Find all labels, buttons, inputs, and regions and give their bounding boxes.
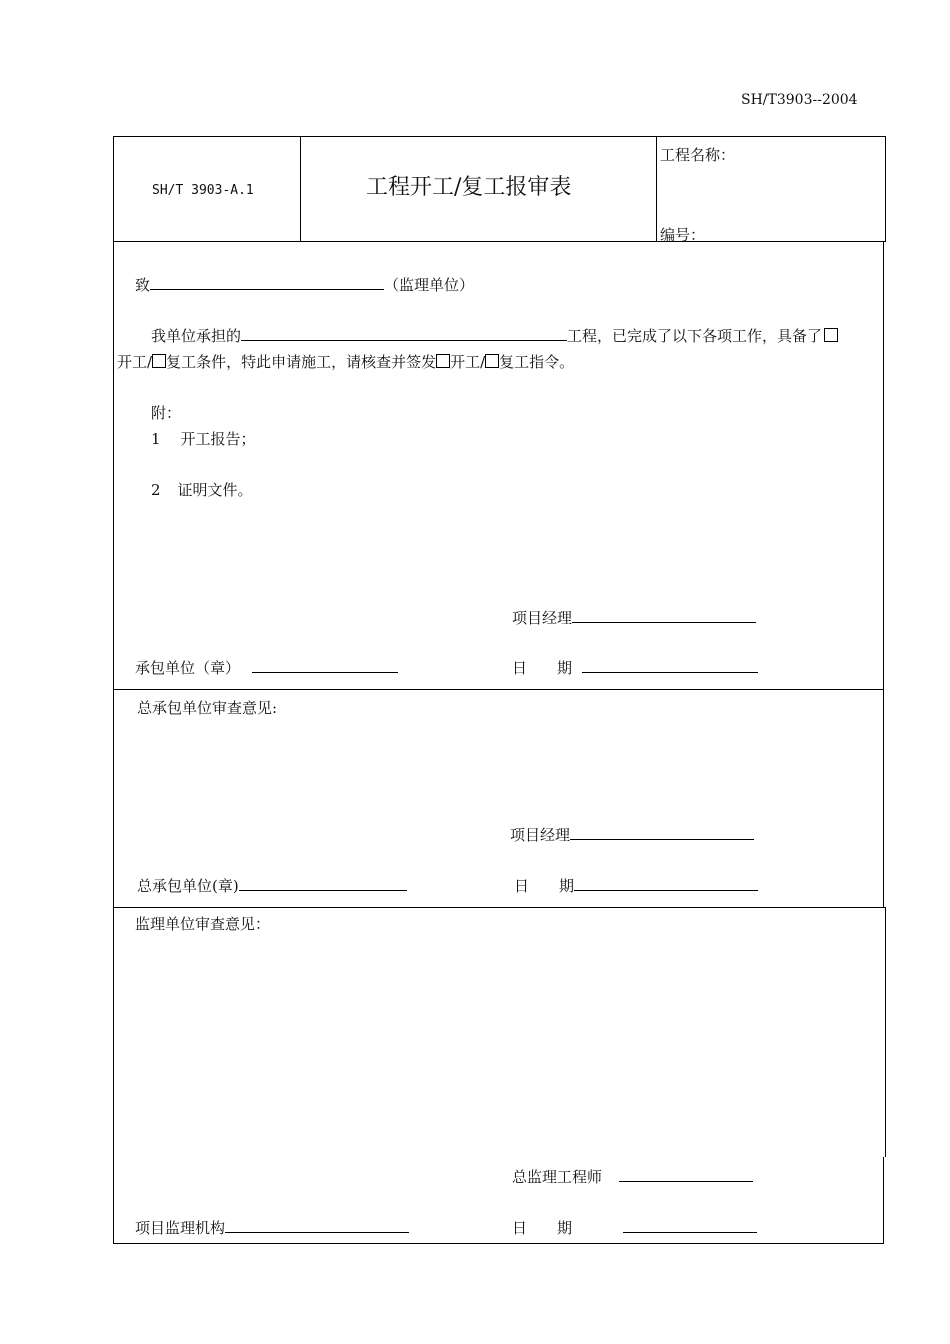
form-title: 工程开工/复工报审表 (366, 175, 572, 200)
to-suffix: （监理单位） (384, 276, 475, 294)
supervisor-unit-blank[interactable] (150, 275, 384, 290)
checkbox-start-condition[interactable] (824, 328, 838, 342)
form-id: SH/T 3903-A.1 (152, 183, 254, 198)
checkbox-resume-order[interactable] (485, 354, 499, 368)
body-line-1 (151, 325, 838, 346)
project-name-label: 工程名称： (660, 146, 736, 164)
pm-blank[interactable] (572, 608, 756, 623)
project-blank[interactable] (241, 326, 567, 341)
attachment-1-text: 开工报告； (180, 430, 256, 448)
attachment-1-num: 1 (151, 430, 161, 448)
supervisor-opinion-label: 监理单位审查意见： (135, 915, 271, 933)
body-line1-end: 工程，已完成了以下各项工作，具备了 (567, 327, 823, 345)
gc-date-blank[interactable] (574, 876, 758, 891)
gc-line (137, 875, 407, 896)
gc-pm-label: 项目经理 (510, 826, 571, 844)
attachment-2-text: 证明文件。 (177, 481, 253, 499)
attachment-2 (151, 479, 253, 500)
contractor-blank[interactable] (252, 658, 398, 673)
gc-label: 总承包单位(章) (137, 877, 239, 895)
supervisor-date-label: 日 期 (512, 1219, 573, 1237)
checkbox-start-order[interactable] (436, 354, 450, 368)
agency-line (135, 1217, 409, 1238)
agency-blank[interactable] (225, 1218, 409, 1233)
gc-date-label: 日 期 (514, 877, 575, 895)
body-line2-end: 复工指令。 (499, 353, 575, 371)
body-line2-mid: 复工条件，特此申请施工，请核查并签发 (166, 353, 437, 371)
contractor-line (135, 657, 398, 678)
gc-pm-line (510, 824, 754, 845)
chief-blank[interactable] (619, 1167, 753, 1182)
date-blank[interactable] (582, 658, 758, 673)
body-line2-open: 开工/ (450, 353, 486, 371)
pm-signature-line (512, 607, 756, 628)
gc-pm-blank[interactable] (570, 825, 754, 840)
chief-engineer-line (512, 1166, 753, 1187)
date-line-2 (514, 875, 758, 896)
body-line-2 (117, 351, 574, 372)
number-label: 编号： (660, 226, 706, 244)
checkbox-resume-condition[interactable] (152, 354, 166, 368)
contractor-label: 承包单位（章） (135, 659, 241, 677)
supervisor-date-blank[interactable] (623, 1218, 757, 1233)
date-label: 日 期 (512, 659, 573, 677)
date-line-3 (512, 1217, 757, 1238)
date-line-1 (512, 657, 758, 678)
gc-opinion-label: 总承包单位审查意见: (137, 699, 278, 717)
gc-blank[interactable] (239, 876, 407, 891)
standard-code: SH/T3903--2004 (741, 92, 858, 108)
addressee-line (135, 274, 474, 295)
attachment-1 (151, 428, 256, 449)
to-prefix: 致 (135, 276, 151, 294)
body-line1-start: 我单位承担的 (151, 327, 242, 345)
agency-label: 项目监理机构 (135, 1219, 226, 1237)
attachment-2-num: 2 (151, 481, 161, 499)
chief-label: 总监理工程师 (512, 1168, 603, 1186)
attachments-label: 附： (151, 404, 182, 422)
body-line2-start: 开工/ (117, 353, 153, 371)
pm-label: 项目经理 (512, 609, 573, 627)
